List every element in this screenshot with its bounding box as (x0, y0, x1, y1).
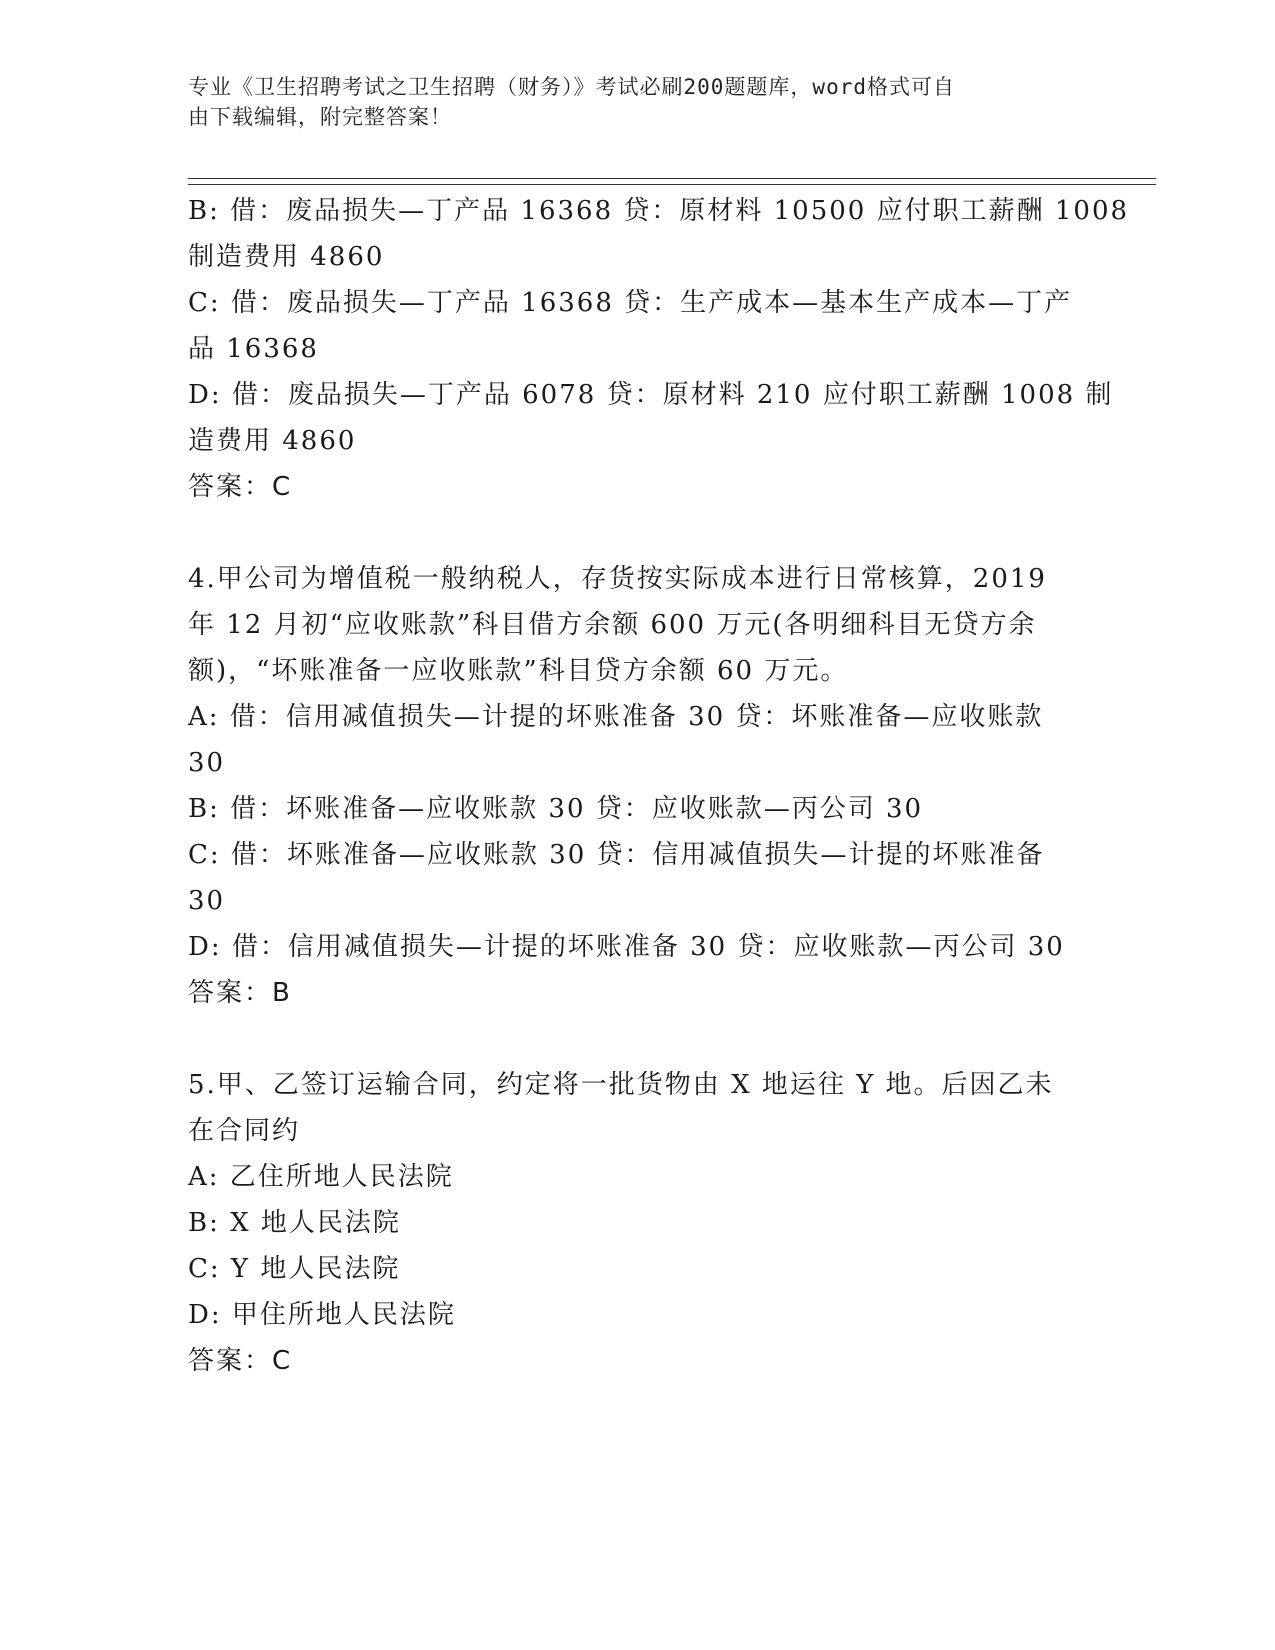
q5-stem-line-2: 在合同约 (188, 1116, 301, 1146)
q4-stem-line-1: 4.甲公司为增值税一般纳税人，存货按实际成本进行日常核算，2019 (188, 564, 1047, 594)
q5-option-b: B: X 地人民法院 (188, 1208, 401, 1238)
header-line-2: 由下载编辑，附完整答案！ (188, 105, 452, 129)
question-5 (188, 1062, 1088, 1384)
question-4 (188, 556, 1088, 1016)
header-divider-bottom (188, 184, 1156, 185)
q5-option-c: C: Y 地人民法院 (188, 1254, 401, 1284)
q4-option-d: D: 借：信用减值损失—计提的坏账准备 30 贷：应收账款—丙公司 30 (188, 932, 1065, 962)
q4-stem-line-2: 年 12 月初“应收账款”科目借方余额 600 万元(各明细科目无贷方余 (188, 610, 1037, 640)
header-line-1: 专业《卫生招聘考试之卫生招聘（财务）》考试必刷200题题库，word格式可自 (188, 75, 955, 99)
document-header (188, 72, 1068, 132)
q4-stem-line-3: 额)，“坏账准备一应收账款”科目贷方余额 60 万元。 (188, 656, 849, 686)
document-body (188, 188, 1130, 1384)
q3-option-b-line-1: B: 借：废品损失—丁产品 16368 贷：原材料 10500 应付职工薪酬 1008 (188, 196, 1130, 226)
spacer (188, 1016, 1088, 1062)
q4-option-c-line-2: 30 (188, 886, 226, 916)
header-divider-top (188, 178, 1156, 179)
q5-option-a: A: 乙住所地人民法院 (188, 1162, 454, 1192)
q4-option-c-line-1: C: 借：坏账准备—应收账款 30 贷：信用减值损失—计提的坏账准备 (188, 840, 1045, 870)
q3-option-c-line-2: 品 16368 (188, 334, 319, 364)
spacer (188, 510, 1088, 556)
q3-option-d-line-1: D: 借：废品损失—丁产品 6078 贷：原材料 210 应付职工薪酬 1008 制 (188, 380, 1114, 410)
q3-option-d-line-2: 造费用 4860 (188, 426, 357, 456)
q4-option-a-line-1: A: 借：信用减值损失—计提的坏账准备 30 贷：坏账准备—应收账款 (188, 702, 1044, 732)
q5-option-d: D: 甲住所地人民法院 (188, 1300, 456, 1330)
q4-option-b: B: 借：坏账准备—应收账款 30 贷：应收账款—丙公司 30 (188, 794, 924, 824)
q5-stem-line-1: 5.甲、乙签订运输合同，约定将一批货物由 X 地运往 Y 地。后因乙未 (188, 1070, 1054, 1100)
q4-option-a-line-2: 30 (188, 748, 226, 778)
q5-answer: 答案：C (188, 1346, 293, 1376)
q3-answer: 答案：C (188, 472, 293, 502)
question-3 (188, 188, 1130, 510)
q3-option-c-line-1: C: 借：废品损失—丁产品 16368 贷：生产成本—基本生产成本—丁产 (188, 288, 1073, 318)
q4-answer: 答案：B (188, 978, 292, 1008)
q3-option-b-line-2: 制造费用 4860 (188, 242, 385, 272)
